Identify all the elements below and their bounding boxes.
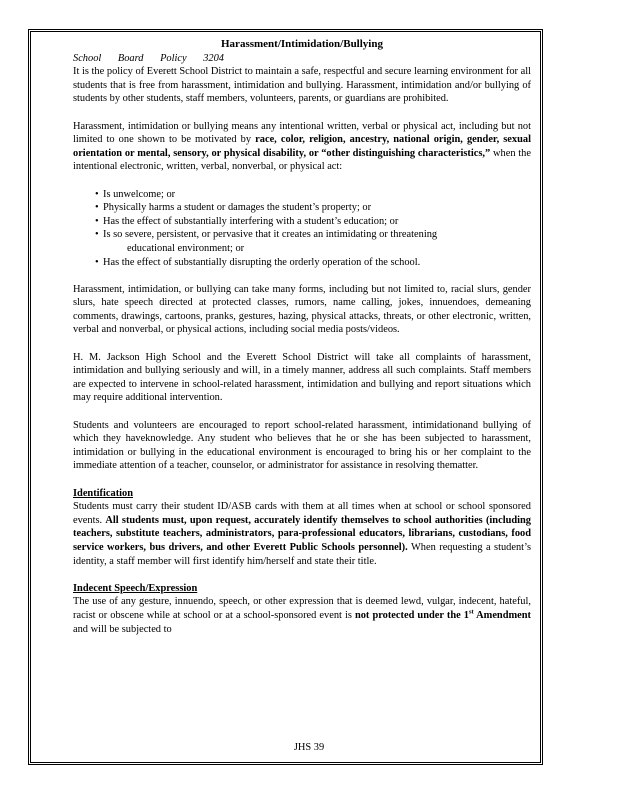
- document-body: [73, 38, 531, 650]
- heading-identification: Identification: [73, 487, 134, 499]
- paragraph-identification: [73, 500, 531, 568]
- definition-bold-text: race, color, religion, ancestry, national origin, gender, sexual orientation or mental, sensory, or physical disability, or “other distinguishing characteristics,”: [73, 134, 531, 159]
- page-number: JHS 39: [293, 742, 325, 753]
- list-item: [95, 228, 531, 255]
- indecent-text-end: and will be subjected to: [73, 623, 172, 635]
- paragraph-definition: [73, 120, 531, 174]
- heading-indecent-speech: Indecent Speech/Expression: [73, 582, 198, 594]
- paragraph-complaints: H. M. Jackson High School and the Everett School District will take all complaints of harassment, intimidation and bullying seriously and will, in a timely manner, address all such complaints. Staff members are expected to intervene in school-related harassment, intimidation and bullying and report situations which may require additional intervention.: [73, 351, 531, 404]
- list-item: • Has the effect of substantially disrupting the orderly operation of the school.: [95, 256, 531, 270]
- indecent-bold-text: not protected under the 1: [354, 609, 469, 621]
- document-title: Harassment/Intimidation/Bullying: [221, 38, 383, 50]
- page-footer: [0, 742, 618, 753]
- list-item-continuation: educational environment; or: [127, 242, 245, 254]
- definition-text-end: when the intentional electronic, written, verbal, nonverbal, or physical act:: [73, 147, 531, 173]
- act-criteria-list: [73, 188, 531, 270]
- paragraph-reporting: Students and volunteers are encouraged to report school-related harassment, intimidationand bullying of which they haveknowledge. Any student who believes that he or she has been subjected to harassment, intimidation or bullying in the educational environment is encouraged to bring his or her complaint to the immediate attention of a teacher, counselor, or administrator for assistance in resolving thematter.: [73, 419, 531, 472]
- identification-text: Students must carry their student ID/ASB cards with them at all times when at school or school sponsored events.: [73, 501, 531, 526]
- indecent-bold-text-2: Amendment: [473, 609, 531, 621]
- paragraph-indecent-speech: [73, 595, 531, 636]
- list-item: • Is unwelcome; or: [95, 188, 531, 202]
- paragraph-forms: Harassment, intimidation, or bullying can take many forms, including but not limited to, racial slurs, gender slurs, hate speech directed at protected classes, rumors, name calling, jokes, innuendoes, demeaning comments, drawings, cartoons, pranks, gestures, hazing, physical attacks, threats, or other electronic, written, verbal and nonverbal, or physical actions, including social media posts/videos.: [73, 283, 531, 336]
- identification-bold-text: All students must, upon request, accurately identify themselves to school authorities (including teachers, substitute teachers, administrators, para-professional educators, librarians, custodians, food service workers, bus drivers, and other Everett Public Schools personnel).: [73, 514, 531, 553]
- list-item: • Has the effect of substantially interfering with a student’s education; or: [95, 215, 531, 229]
- policy-reference: School Board Policy 3204: [73, 52, 224, 64]
- indecent-text: The use of any gesture, innuendo, speech, or other expression that is deemed lewd, vulgar, indecent, hateful, racist or obscene while at school or at a school-sponsored event is: [73, 596, 531, 621]
- list-item: • Physically harms a student or damages the student’s property; or: [95, 201, 531, 215]
- superscript: st: [468, 608, 474, 616]
- list-item-text: Is so severe, persistent, or pervasive that it creates an intimidating or threatening: [103, 229, 438, 241]
- definition-text: Harassment, intimidation or bullying means any intentional written, verbal or physical act, including but not limited to one shown to be motivated by: [73, 120, 531, 146]
- paragraph-policy: It is the policy of Everett School District to maintain a safe, respectful and secure learning environment for all students that is free from harassment, intimidation and bullying. Harassment, intimidation and/or bullying of students by other students, staff members, volunteers, parents, or guardians are prohibited.: [73, 66, 531, 105]
- identification-text-end: When requesting a student’s identity, a staff member will first identify him/herself and state their title.: [73, 541, 531, 567]
